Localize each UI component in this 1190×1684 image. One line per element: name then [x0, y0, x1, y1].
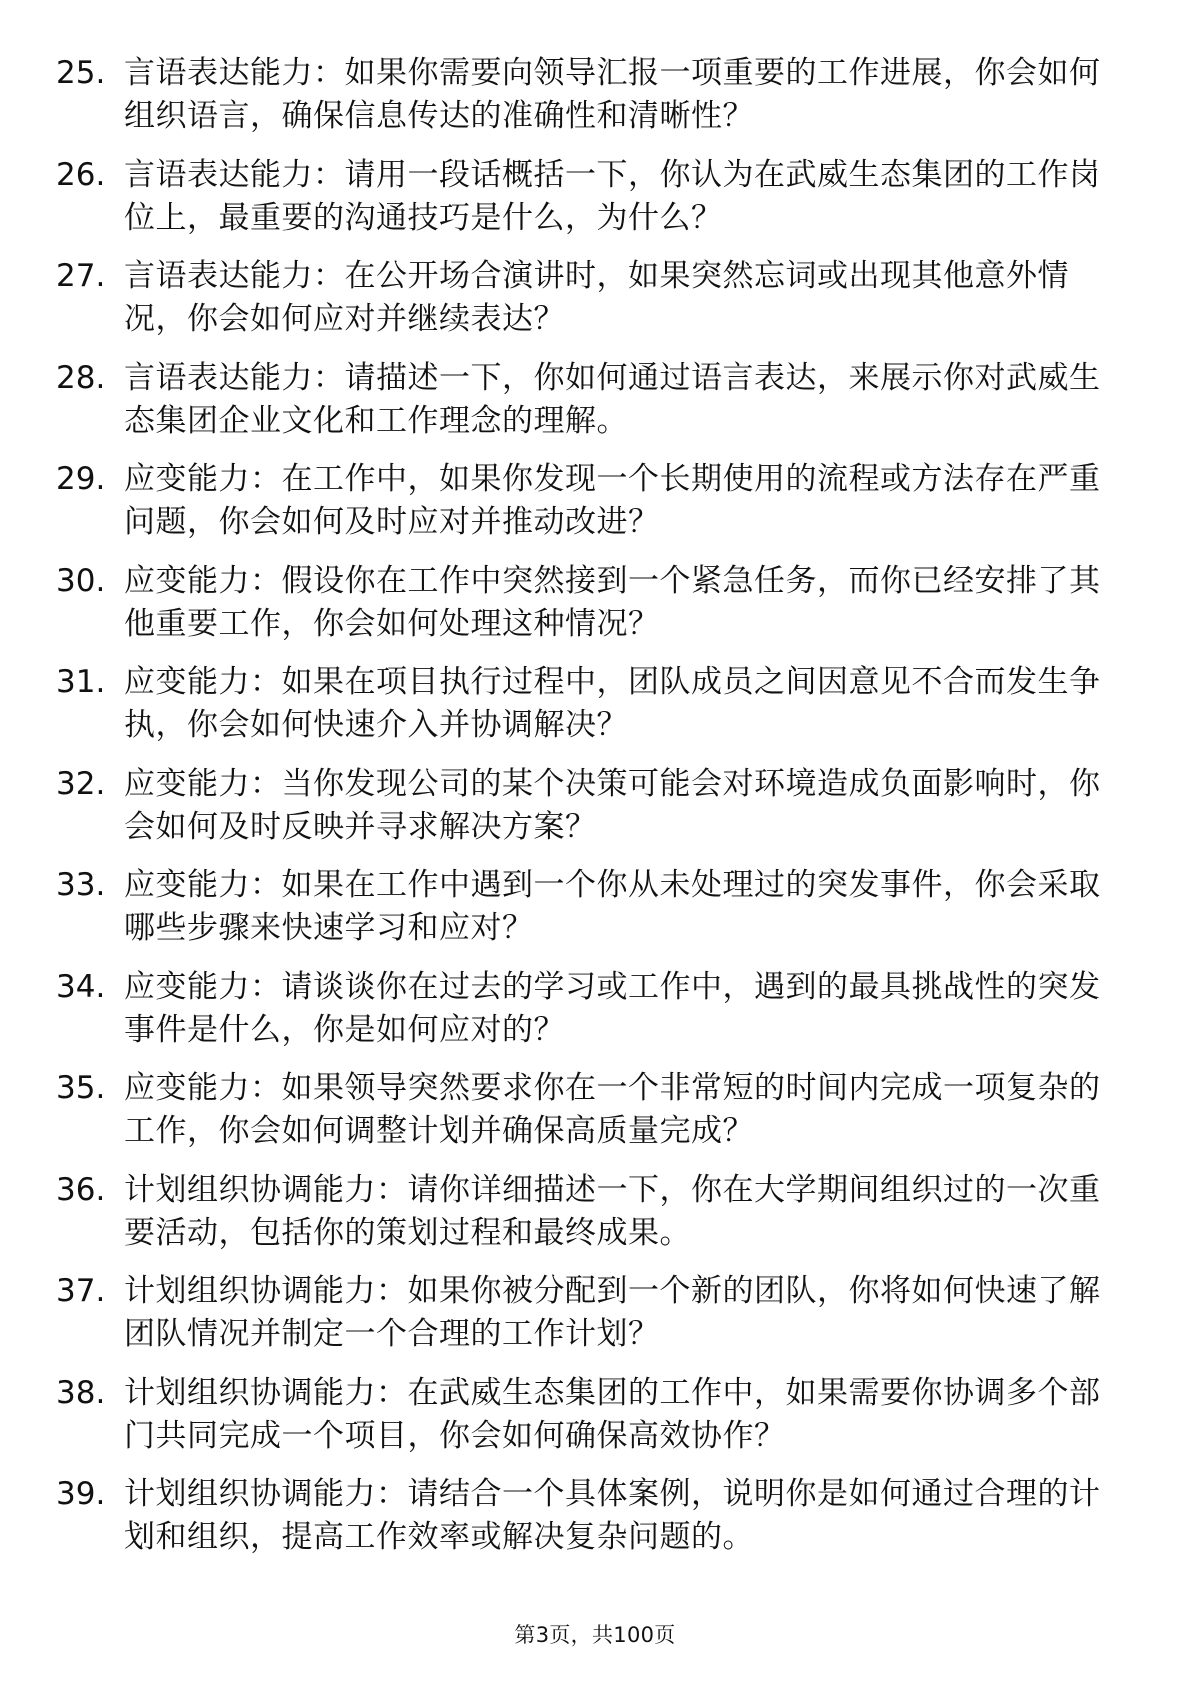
- question-text: 言语表达能力：请描述一下，你如何通过语言表达，来展示你对武威生态集团企业文化和工作理念的理解。: [124, 359, 1101, 439]
- question-item-33: [56, 864, 1126, 966]
- question-number: 29.: [56, 461, 106, 497]
- question-number: 28.: [56, 359, 106, 396]
- question-text: 应变能力：如果领导突然要求你在一个非常短的时间内完成一项复杂的工作，你会如何调整计划并确保高质量完成？: [124, 1070, 1101, 1149]
- question-number: 38.: [56, 1374, 106, 1411]
- question-number: 36.: [56, 1171, 106, 1208]
- question-item-34: [56, 966, 1126, 1068]
- question-item-35: [56, 1067, 1126, 1169]
- question-item-37: [56, 1270, 1126, 1372]
- question-number: 37.: [56, 1273, 106, 1309]
- question-item-29: [56, 458, 1126, 560]
- question-item-30: [56, 560, 1126, 662]
- question-item-28: [56, 357, 1126, 459]
- question-text: 言语表达能力：在公开场合演讲时，如果突然忘词或出现其他意外情况，你会如何应对并继续表达？: [124, 258, 1069, 337]
- question-number: 26.: [56, 156, 106, 193]
- question-text: 应变能力：在工作中，如果你发现一个长期使用的流程或方法存在严重问题，你会如何及时应对并推动改进？: [124, 461, 1101, 540]
- question-text: 计划组织协调能力：在武威生态集团的工作中，如果需要你协调多个部门共同完成一个项目，你会如何确保高效协作？: [124, 1374, 1101, 1454]
- question-text: 应变能力：请谈谈你在过去的学习或工作中，遇到的最具挑战性的突发事件是什么，你是如何应对的？: [124, 968, 1101, 1048]
- question-item-31: [56, 661, 1126, 763]
- question-number: 32.: [56, 765, 106, 802]
- question-text: 应变能力：如果在项目执行过程中，团队成员之间因意见不合而发生争执，你会如何快速介入并协调解决？: [124, 664, 1101, 743]
- question-text: 言语表达能力：如果你需要向领导汇报一项重要的工作进展，你会如何组织语言，确保信息传达的准确性和清晰性？: [124, 55, 1101, 134]
- question-text: 应变能力：如果在工作中遇到一个你从未处理过的突发事件，你会采取哪些步骤来快速学习和应对？: [124, 867, 1101, 946]
- question-number: 34.: [56, 968, 106, 1005]
- question-number: 31.: [56, 664, 106, 700]
- question-text: 计划组织协调能力：请结合一个具体案例，说明你是如何通过合理的计划和组织，提高工作效率或解决复杂问题的。: [124, 1476, 1101, 1555]
- question-item-26: [56, 154, 1126, 256]
- question-number: 27.: [56, 258, 106, 294]
- question-text: 应变能力：当你发现公司的某个决策可能会对环境造成负面影响时，你会如何及时反映并寻求解决方案？: [124, 765, 1101, 845]
- question-text: 计划组织协调能力：请你详细描述一下，你在大学期间组织过的一次重要活动，包括你的策划过程和最终成果。: [124, 1171, 1101, 1251]
- question-text: 应变能力：假设你在工作中突然接到一个紧急任务，而你已经安排了其他重要工作，你会如何处理这种情况？: [124, 562, 1101, 642]
- question-number: 30.: [56, 562, 106, 599]
- question-item-36: [56, 1169, 1126, 1271]
- question-item-25: [56, 52, 1126, 154]
- question-item-38: [56, 1372, 1126, 1474]
- question-item-32: [56, 763, 1126, 865]
- question-list: [56, 52, 1126, 1575]
- question-item-39: [56, 1473, 1126, 1575]
- page-number-footer: 第3页，共100页: [514, 1623, 676, 1647]
- question-number: 25.: [56, 55, 106, 91]
- question-number: 33.: [56, 867, 106, 903]
- question-text: 计划组织协调能力：如果你被分配到一个新的团队，你将如何快速了解团队情况并制定一个合理的工作计划？: [124, 1273, 1101, 1352]
- question-item-27: [56, 255, 1126, 357]
- question-text: 言语表达能力：请用一段话概括一下，你认为在武威生态集团的工作岗位上，最重要的沟通技巧是什么，为什么？: [124, 156, 1101, 236]
- question-number: 39.: [56, 1476, 106, 1512]
- question-number: 35.: [56, 1070, 106, 1106]
